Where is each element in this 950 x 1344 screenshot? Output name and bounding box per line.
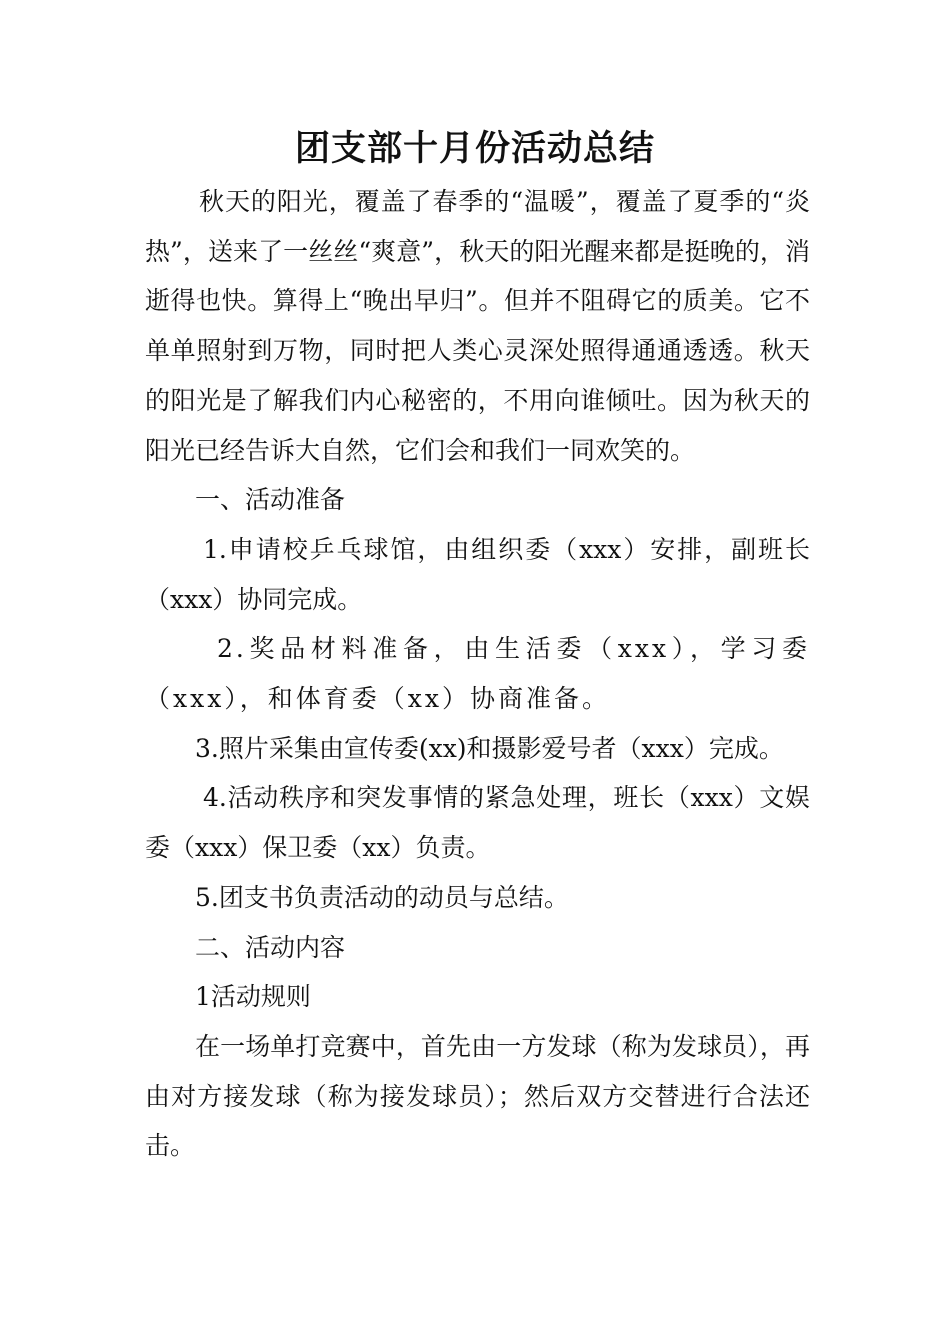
section-heading-content: 二、活动内容	[195, 932, 346, 962]
preparation-item-4: 4.活动秩序和突发事情的紧急处理，班长（xxx）文娱委（xxx）保卫委（xx）负责。	[145, 783, 810, 863]
preparation-item-1: 1.申请校乒乓球馆，由组织委（xxx）安排，副班长（xxx）协同完成。	[145, 534, 810, 614]
document-body	[145, 177, 810, 1171]
preparation-item-5: 5.团支书负责活动的动员与总结。	[195, 882, 569, 912]
preparation-item-3: 3.照片采集由宣传委(xx)和摄影爱号者（xxx）完成。	[195, 733, 784, 763]
rules-paragraph: 在一场单打竞赛中，首先由一方发球（称为发球员），再由对方接发球（称为接发球员）；然后双方交替进行合法还击。	[145, 1031, 810, 1161]
intro-paragraph: 秋天的阳光，覆盖了春季的“温暖”，覆盖了夏季的“炎热”，送来了一丝丝“爽意”，秋天的阳光醒来都是挺晚的，消逝得也快。算得上“晚出早归”。但并不阻碍它的质美。它不单单照射到万物，同时把人类心灵深处照得通通透透。秋天的阳光是了解我们内心秘密的，不用向谁倾吐。因为秋天的阳光已经告诉大自然，它们会和我们一同欢笑的。	[145, 187, 810, 465]
subsection-heading-rules: 1活动规则	[195, 982, 311, 1012]
page-title: 团支部十月份活动总结	[294, 129, 655, 169]
section-heading-preparation: 一、活动准备	[195, 485, 346, 515]
preparation-item-2: 2.奖品材料准备，由生活委（xxx），学习委（xxx），和体育委（xx）协商准备。	[145, 634, 810, 714]
